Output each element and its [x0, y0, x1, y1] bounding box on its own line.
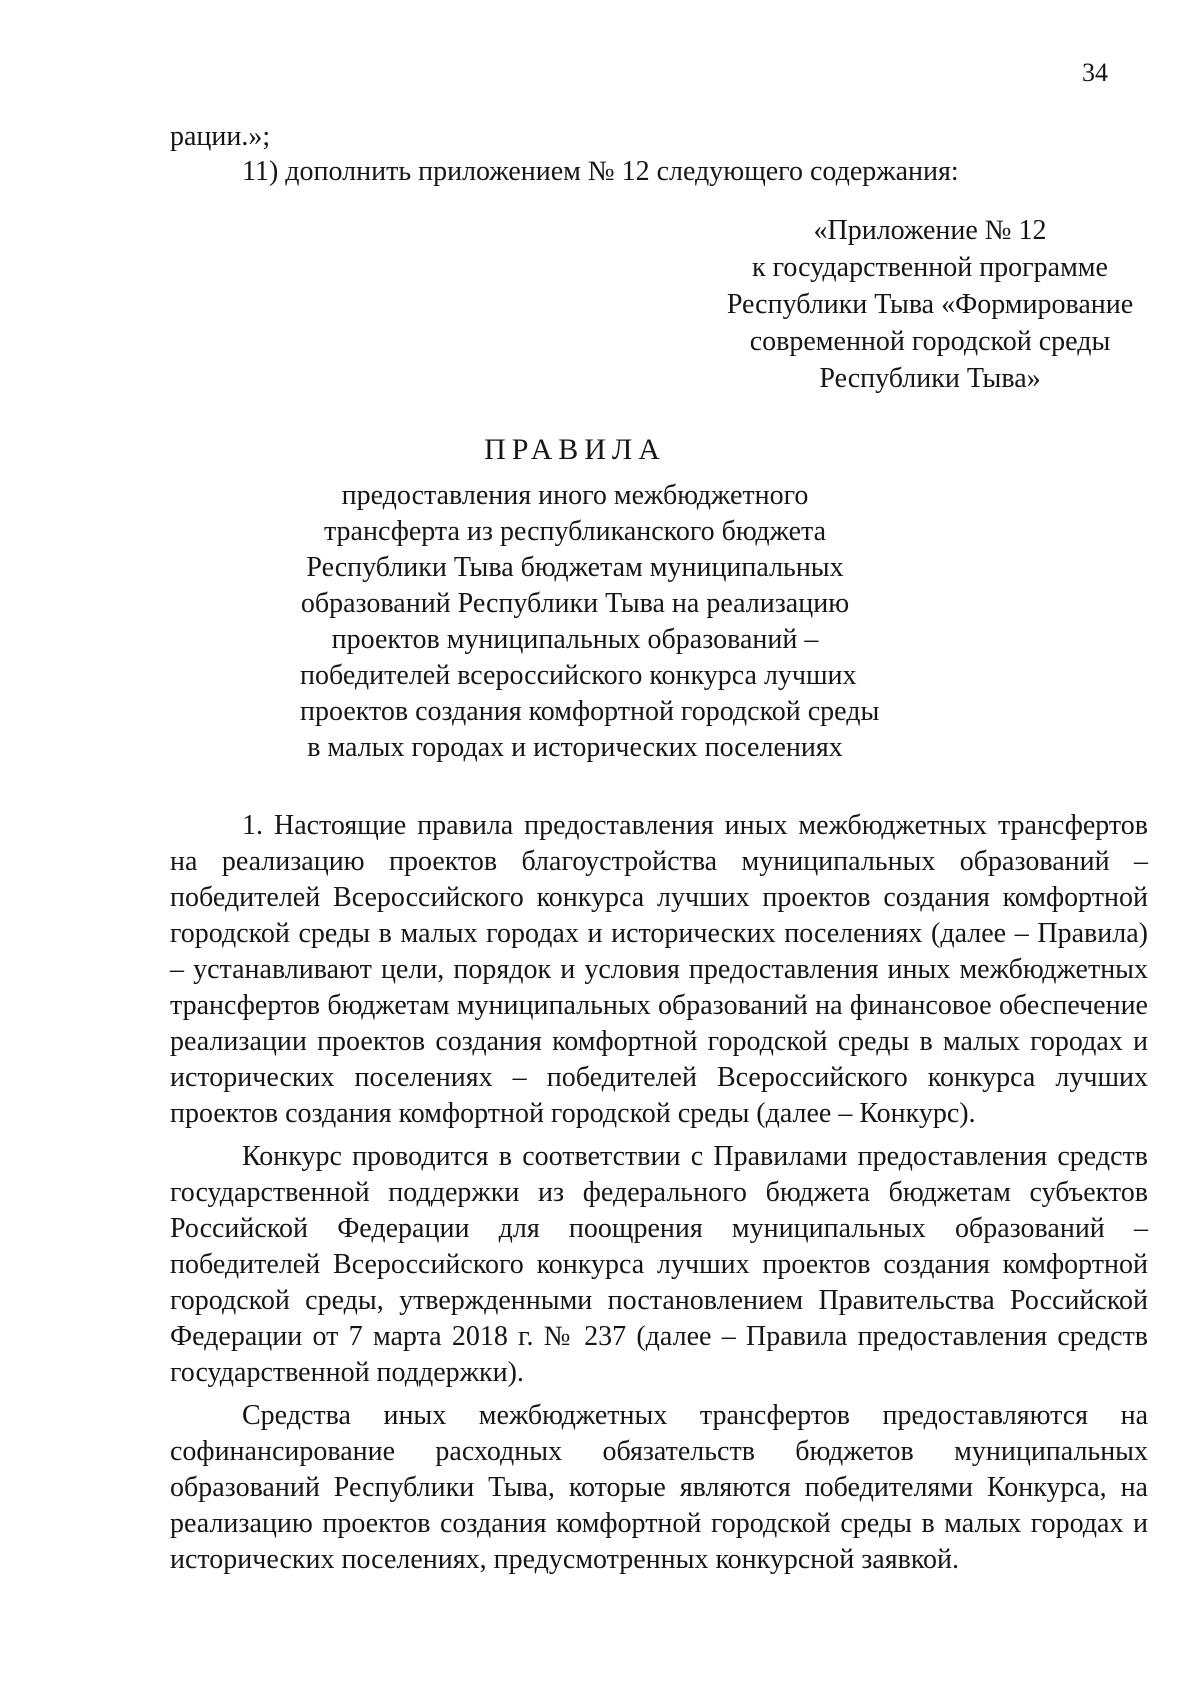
subtitle-line: проектов муниципальных образований –: [331, 624, 819, 655]
appendix-header-line: к государственной программе: [752, 252, 1108, 283]
rules-heading: [300, 430, 880, 766]
subtitle-line: проектов создания комфортной городской среды: [300, 696, 880, 727]
appendix-header-line: Республики Тыва «Формирование: [726, 289, 1134, 320]
document-title: ПРАВИЛА: [484, 433, 666, 466]
appendix-header-line: «Приложение № 12: [813, 215, 1047, 246]
subtitle-line: образований Республики Тыва на реализацию: [300, 588, 850, 619]
subtitle-line: Республики Тыва бюджетам муниципальных: [306, 552, 844, 583]
body-paragraph: 1. Настоящие правила предоставления иных межбюджетных трансфертов на реализацию проектов благоустройства муниципальных образований – победителей Всероссийского конкурса лучших проектов создания комфортной городской среды в малых городах и исторических поселениях (далее – Правила) – устанавливают цели, порядок и условия предоставления иных межбюджетных трансфертов бюджетам муниципальных образований на финансовое обеспечение реализации проектов создания комфортной городской среды в малых городах и исторических поселениях – победителей Всероссийского конкурса лучших проектов создания комфортной городской среды (далее – Конкурс).: [170, 810, 1148, 1129]
document-body: [170, 808, 1148, 1585]
subtitle-line: победителей всероссийского конкурса лучших: [300, 660, 857, 691]
subtitle-line: трансферта из республиканского бюджета: [323, 516, 827, 547]
document-subtitle: [300, 478, 880, 766]
continuation-text: рации.»;: [170, 121, 271, 152]
appendix-header: [700, 212, 1160, 397]
subtitle-line: в малых городах и исторических поселениях: [307, 732, 843, 763]
appendix-header-line: современной городской среды: [749, 326, 1111, 357]
subtitle-line: предоставления иного межбюджетного: [341, 480, 809, 511]
amendment-item: 11) дополнить приложением № 12 следующего содержания:: [242, 156, 959, 187]
appendix-header-line: Республики Тыва»: [819, 363, 1041, 394]
body-paragraph: Средства иных межбюджетных трансфертов предоставляются на софинансирование расходных обязательств бюджетов муниципальных образований Республики Тыва, которые являются победителями Конкурса, на реализацию проектов создания комфортной городской среды в малых городах и исторических поселениях, предусмотренных конкурсной заявкой.: [170, 1400, 1148, 1575]
body-paragraph: Конкурс проводится в соответствии с Правилами предоставления средств государственной поддержки из федерального бюджета бюджетам субъектов Российской Федерации для поощрения муниципальных образований – победителей Всероссийского конкурса лучших проектов создания комфортной городской среды, утвержденными постановлением Правительства Российской Федерации от 7 марта 2018 г. № 237 (далее – Правила предоставления средств государственной поддержки).: [170, 1141, 1148, 1388]
page-number: 34: [1082, 58, 1108, 87]
